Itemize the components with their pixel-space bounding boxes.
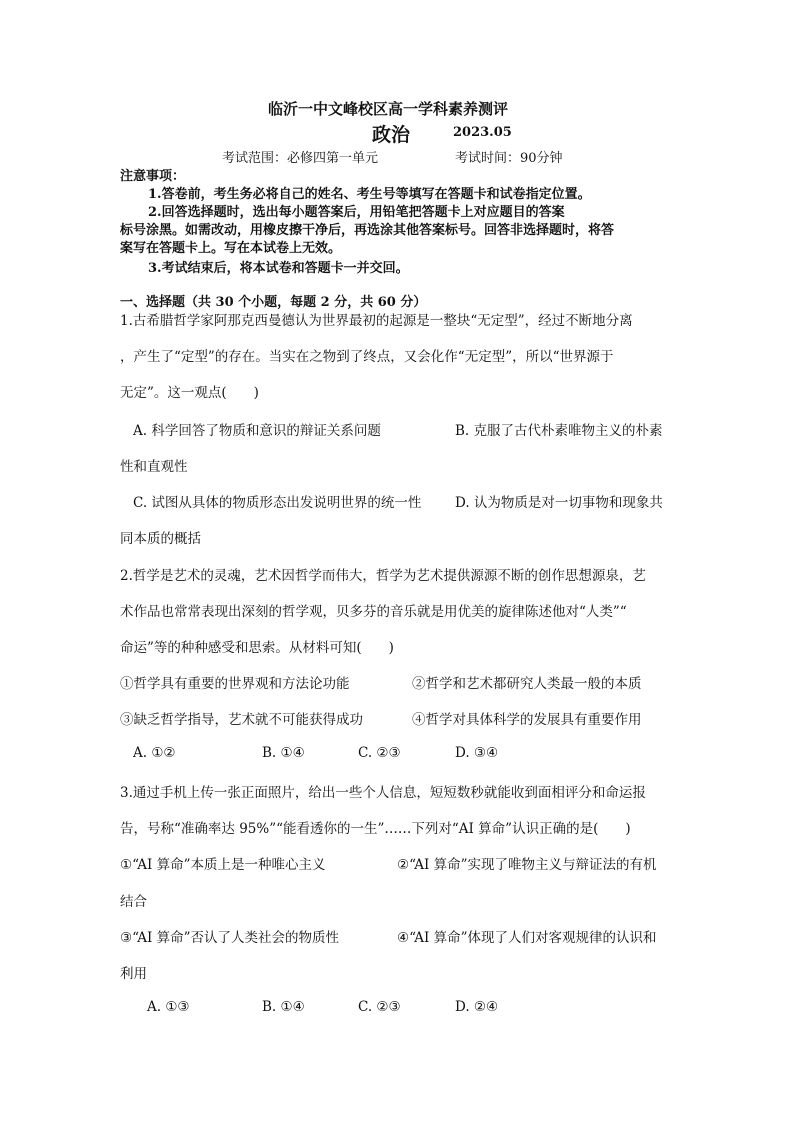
- notice-item-2-end: 案写在答题卡上。写在本试卷上无效。: [120, 241, 342, 256]
- q2-option-b: B. ①④: [262, 745, 305, 761]
- notice-item-3: 3.考试结束后，将本试卷和答题卡一并交回。: [148, 261, 409, 276]
- q1-option-b: B. 克服了古代朴素唯物主义的朴素: [455, 423, 663, 439]
- q1-stem-line1: 1.古希腊哲学家阿那克西曼德认为世界最初的起源是一整块“无定型”，经过不断地分离: [120, 313, 633, 329]
- notice-item-2-cont: 标号涂黑。如需改动，用橡皮擦干净后，再选涂其他答案标号。回答非选择题时，将答: [120, 223, 615, 238]
- q2-stem-line3: 命运”等的种种感受和思索。从材料可知( ): [120, 640, 394, 656]
- q3-stem-line1: 3.通过手机上传一张正面照片，给出一些个人信息，短短数秒就能收到面相评分和命运报: [120, 785, 646, 801]
- q1-stem-line3: 无定”。这一观点( ): [120, 385, 259, 401]
- q1-option-c: C. 试图从具体的物质形态出发说明世界的统一性: [133, 495, 422, 511]
- subject-title: 政治: [372, 124, 411, 146]
- exam-scope: 考试范围：必修四第一单元: [222, 151, 379, 166]
- q3-item-4: ④“AI 算命”体现了人们对客观规律的认识和: [397, 930, 657, 946]
- notice-item-1: 1.答卷前，考生务必将自己的姓名、考生号等填写在答题卡和试卷指定位置。: [148, 187, 591, 202]
- q1-stem-line2: ，产生了“定型”的存在。当实在之物到了终点，又会化作“无定型”，所以“世界源于: [120, 349, 614, 365]
- q2-item-3: ③缺乏哲学指导，艺术就不可能获得成功: [120, 712, 363, 728]
- q2-stem-line2: 术作品也常常表现出深刻的哲学观，贝多芬的音乐就是用优美的旋律陈述他对“人类”“: [120, 604, 627, 620]
- q3-item-3: ③“AI 算命”否认了人类社会的物质性: [120, 930, 340, 946]
- q3-item-2-cont: 结合: [120, 894, 147, 910]
- q2-option-a: A. ①②: [133, 745, 176, 761]
- notice-heading: 注意事项：: [120, 169, 186, 184]
- q1-option-a: A. 科学回答了物质和意识的辩证关系问题: [133, 423, 381, 439]
- q3-option-d: D. ②④: [455, 999, 499, 1015]
- school-title: 临沂一中文峰校区高一学科素养测评: [268, 100, 509, 118]
- section-heading: 一、选择题（共 30 个小题，每题 2 分，共 60 分）: [120, 295, 427, 310]
- q3-option-b: B. ①④: [262, 999, 305, 1015]
- q2-stem-line1: 2.哲学是艺术的灵魂，艺术因哲学而伟大，哲学为艺术提供源源不断的创作思想源泉，艺: [120, 568, 646, 584]
- q3-item-1: ①“AI 算命”本质上是一种唯心主义: [120, 857, 326, 873]
- q3-option-a: A. ①③: [147, 999, 190, 1015]
- q3-item-4-cont: 利用: [120, 966, 147, 982]
- q3-stem-line2: 告，号称“准确率达 95%”“能看透你的一生”……下列对“AI 算命”认识正确的是( ): [120, 821, 631, 837]
- notice-item-2: 2.回答选择题时，选出每小题答案后，用铅笔把答题卡上对应题目的答案: [148, 205, 565, 220]
- q2-item-4: ④哲学对具体科学的发展具有重要作用: [412, 712, 642, 728]
- q2-item-1: ①哲学具有重要的世界观和方法论功能: [120, 676, 350, 692]
- q2-option-d: D. ③④: [455, 745, 499, 761]
- q3-option-c: C. ②③: [358, 999, 401, 1015]
- q3-item-2: ②“AI 算命”实现了唯物主义与辩证法的有机: [397, 857, 657, 873]
- q1-option-b-cont: 性和直观性: [120, 459, 188, 475]
- q1-option-d: D. 认为物质是对一切事物和现象共: [455, 495, 663, 511]
- exam-time: 考试时间：90分钟: [455, 151, 563, 166]
- q2-item-2: ②哲学和艺术都研究人类最一般的本质: [412, 676, 642, 692]
- exam-date: 2023.05: [453, 125, 512, 140]
- q1-option-d-cont: 同本质的概括: [120, 531, 201, 547]
- q2-option-c: C. ②③: [358, 745, 401, 761]
